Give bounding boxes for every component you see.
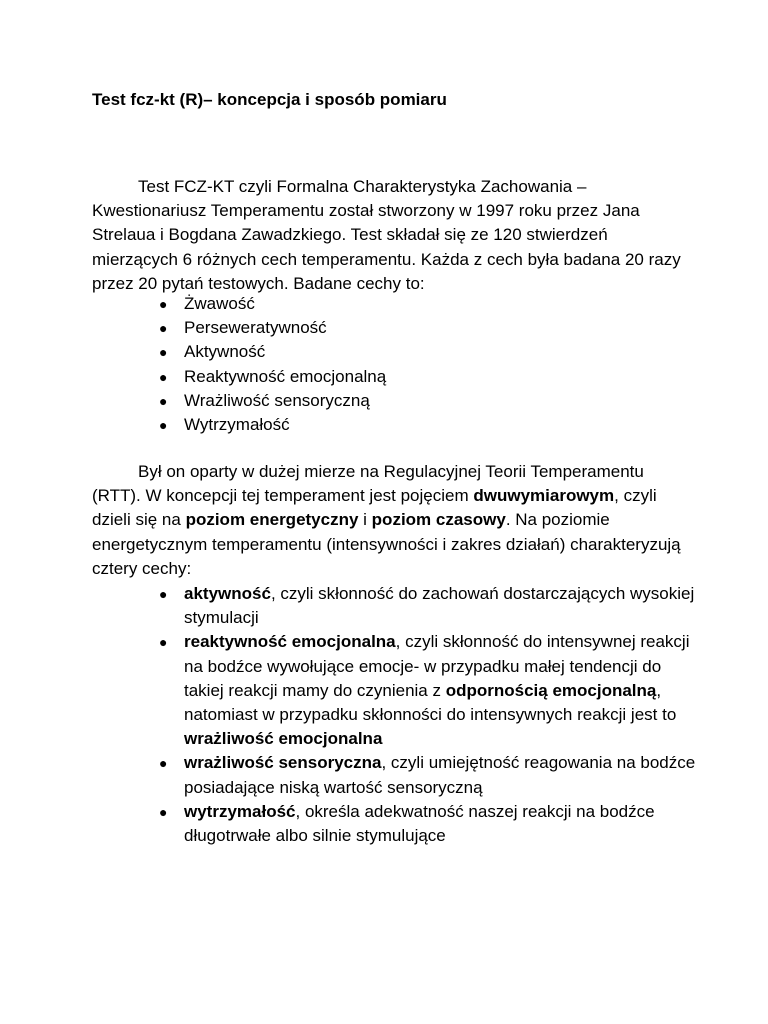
- bullet-icon: ●: [159, 755, 168, 772]
- intro-paragraph: [92, 175, 692, 296]
- list-item: ● Wrażliwość sensoryczną: [184, 389, 704, 413]
- list-item: ● reaktywność emocjonalna, czyli skłonność do intensywnej reakcji na bodźce wywołujące emocje- w przypadku małej tendencji do takiej reakcji mamy do czynienia z odpornością emocjonalną, natomiast w przypadku skłonności do intensywnych reakcji jest to wrażliwość emocjonalna: [159, 632, 690, 749]
- bold-term: dwuwymiarowym: [473, 486, 615, 506]
- bullet-icon: ●: [159, 344, 168, 361]
- intro-paragraph-text: Test FCZ-KT czyli Formalna Charakterystyka Zachowania – Kwestionariusz Temperamentu został stworzony w 1997 roku przez Jana Strelaua i Bogdana Zawadzkiego. Test składał się ze 120 stwierdzeń mierzących 6 różnych cech temperamentu. Każda z cech była badana 20 razy przez 20 pytań testowych. Badane cechy to:: [92, 177, 681, 293]
- bullet-icon: ●: [159, 803, 168, 820]
- bullet-icon: ●: [159, 368, 168, 385]
- bullet-icon: ●: [159, 320, 168, 337]
- bullet-icon: ●: [159, 634, 168, 651]
- list-item: ● wrażliwość sensoryczna, czyli umiejętność reagowania na bodźce posiadające niską wartość sensoryczną: [159, 753, 696, 797]
- energetic-traits-list: [159, 582, 704, 848]
- list-item: ● wytrzymałość, określa adekwatność naszej reakcji na bodźce długotrwałe albo silnie stymulujące: [159, 801, 655, 846]
- theory-paragraph: Był on oparty w dużej mierze na Regulacyjnej Teorii Temperamentu (RTT). W koncepcji tej temperament jest pojęciem dwuwymiarowym, czyli dzieli się na poziom energetyczny i poziom czasowy. Na poziomie energetycznym temperamentu (intensywności i zakres działań) charakteryzują cztery cechy:: [92, 462, 681, 578]
- bullet-icon: ●: [159, 417, 168, 434]
- list-item: ● Wytrzymałość: [184, 413, 704, 437]
- bold-term: poziom energetyczny: [185, 510, 359, 530]
- list-item: ● Reaktywność emocjonalną: [184, 365, 704, 389]
- bullet-icon: ●: [159, 392, 168, 409]
- bullet-icon: ●: [159, 586, 168, 602]
- list-item: ● aktywność, czyli skłonność do zachowań dostarczających wysokiej stymulacji: [159, 584, 695, 628]
- list-item: ● Żwawość: [184, 292, 704, 316]
- bold-term: poziom czasowy: [371, 510, 506, 530]
- document-title: Test fcz-kt (R)– koncepcja i sposób pomiaru: [92, 90, 447, 109]
- list-item: ● Aktywność: [184, 340, 704, 364]
- list-item: ● Perseweratywność: [184, 316, 704, 340]
- bullet-icon: ●: [159, 296, 168, 312]
- trait-list: [159, 292, 704, 437]
